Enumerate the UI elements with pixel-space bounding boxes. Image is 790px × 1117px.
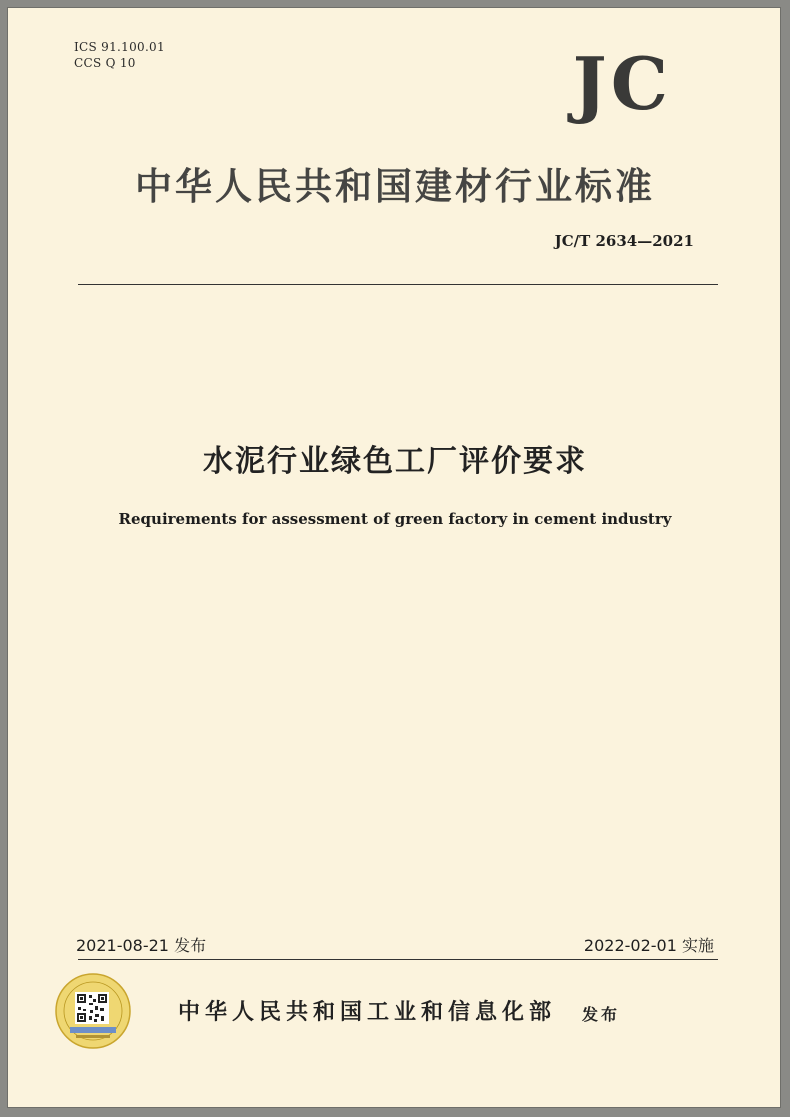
standard-cover-page bbox=[7, 7, 781, 1108]
standard-code: JC/T 2634—2021 bbox=[554, 232, 694, 250]
qr-code-seal-icon bbox=[54, 972, 132, 1050]
publisher-name: 中华人民共和国工业和信息化部 bbox=[178, 1000, 557, 1025]
ccs-code: CCS Q 10 bbox=[74, 56, 136, 70]
document-title-chinese: 水泥行业绿色工厂评价要求 bbox=[203, 444, 587, 479]
top-divider bbox=[78, 284, 718, 285]
document-title-english: Requirements for assessment of green factory in cement industry bbox=[118, 510, 672, 528]
bottom-divider bbox=[78, 959, 718, 960]
publish-label: 发布 bbox=[582, 1005, 621, 1024]
ics-code: ICS 91.100.01 bbox=[74, 40, 165, 54]
jc-logo: JC bbox=[572, 41, 672, 126]
implementation-date: 2022-02-01 实施 bbox=[583, 936, 714, 955]
standard-category-title: 中华人民共和国建材行业标准 bbox=[135, 165, 655, 208]
issue-date: 2021-08-21 发布 bbox=[76, 936, 207, 955]
